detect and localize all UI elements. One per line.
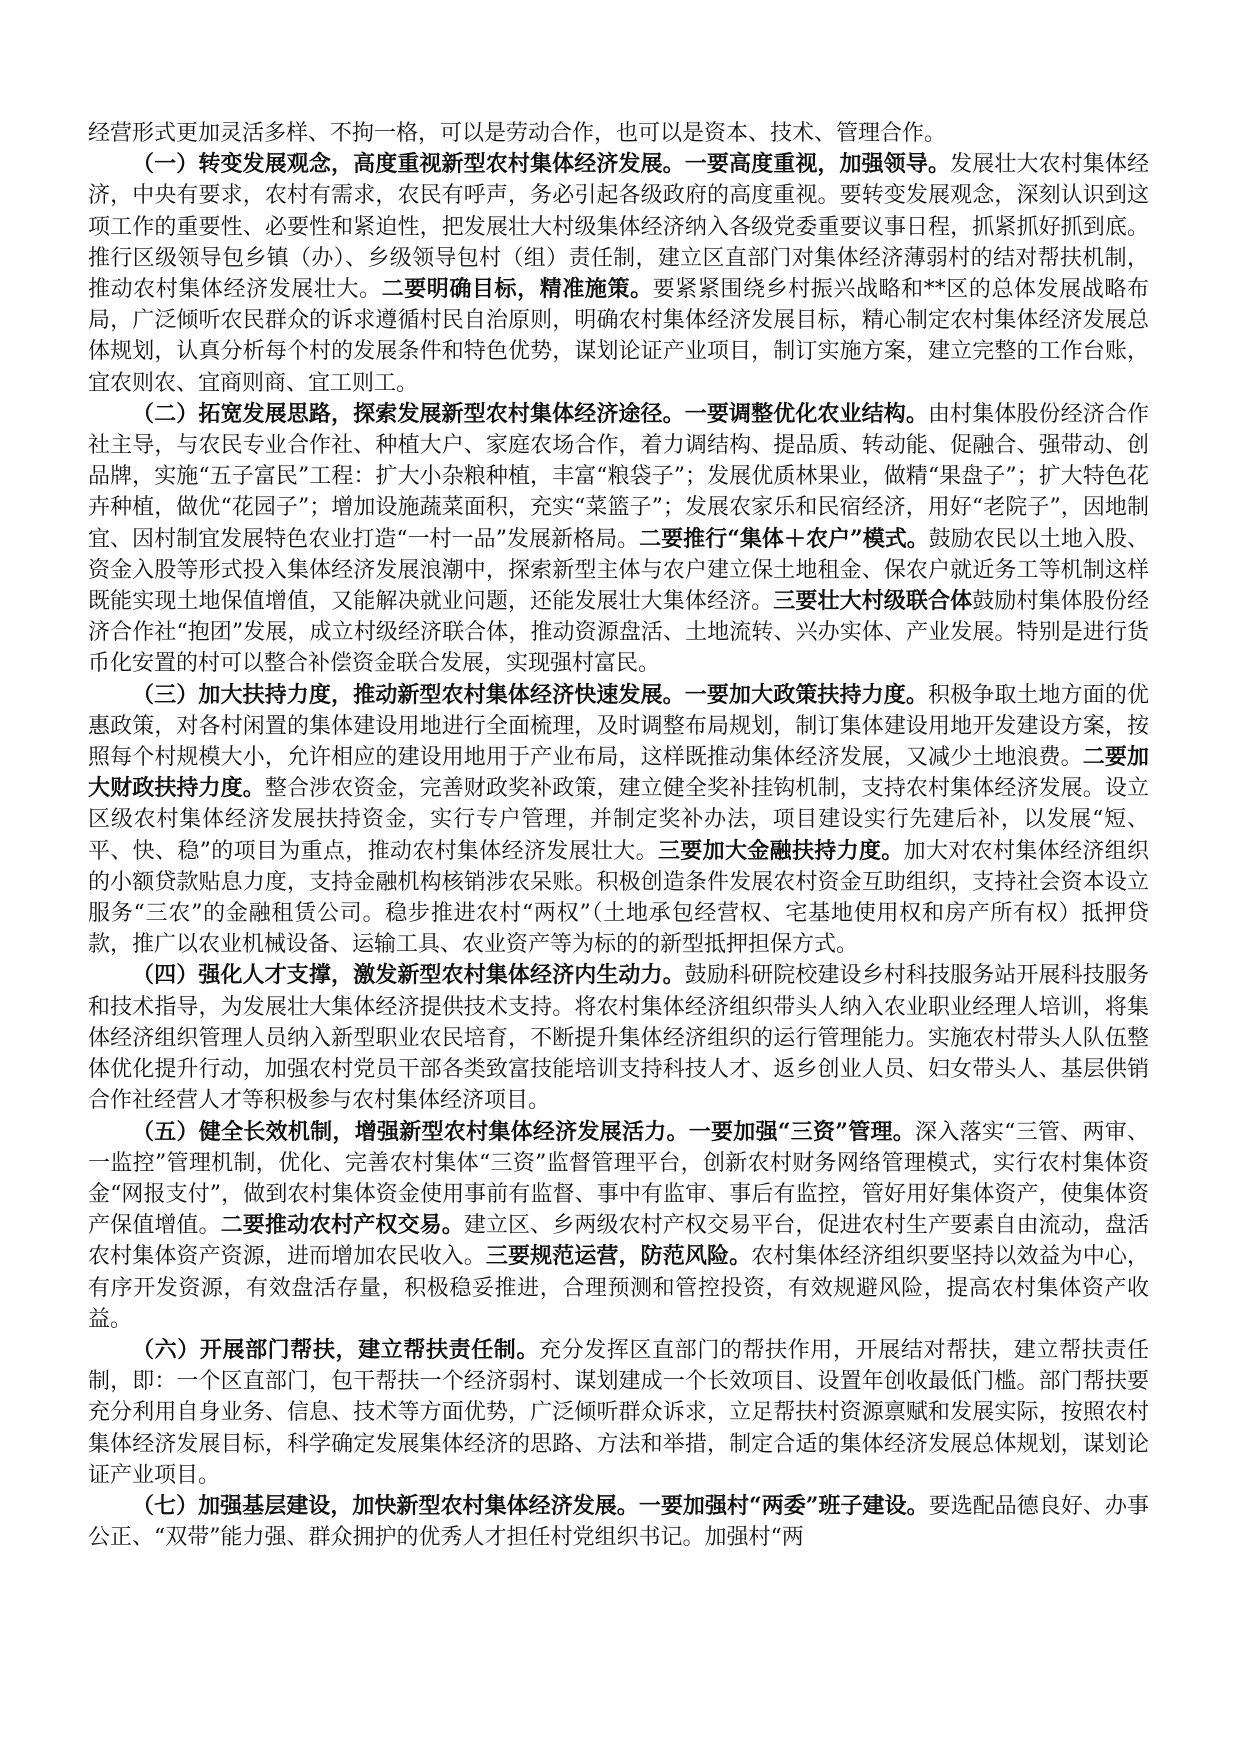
section-heading-3: （三）加大扶持力度，推动新型农村集体经济快速发展。一要加大政策扶持力度。	[132, 681, 928, 708]
section-heading-1: （一）转变发展观念，高度重视新型农村集体经济发展。一要高度重视，加强领导。	[132, 151, 951, 178]
point-heading: 二要明确目标，精准施策。	[381, 276, 653, 303]
paragraph-text: 积极争取土地方面的优惠政策，对各村闲置的集体建设用地进行全面梳理，及时调整布局规划，制订集体建设用地开发建设方案，按照每个村规模大小，允许相应的建设用地用于产业布局，这样既推动集体经济发展，又减少土地浪费。	[88, 682, 1149, 771]
section-heading-5: （五）健全长效机制，增强新型农村集体经济发展活力。一要加强“三资”管理。	[132, 1118, 916, 1145]
paragraph-text: 深入落实“三管、两审、一监控”管理机制，优化、完善农村集体“三资”监督管理平台，创新农村财务网络管理模式，实行农村集体资金“网报支付”，做到农村集体资金使用事前有监督、事中有监审、事后有监控，管好用好集体资产，使集体资产保值增值。	[88, 1119, 1149, 1239]
paragraph-text: 要选配品德良好、办事公正、“双带”能力强、群众拥护的优秀人才担任村党组织书记。加强村“两	[88, 1493, 1149, 1551]
paragraph-text: 发展壮大农村集体经济，中央有要求，农村有需求，农民有呼声，务必引起各级政府的高度重视。要转变发展观念，深刻认识到这项工作的重要性、必要性和紧迫性，把发展壮大村级集体经济纳入各级党委重要议事日程，抓紧抓好抓到底。推行区级领导包乡镇（办）、乡级领导包村（组）责任制，建立区直部门对集体经济薄弱村的结对帮扶机制，推动农村集体经济发展壮大。	[88, 152, 1149, 303]
section-heading-4: （四）强化人才支撑，激发新型农村集体经济内生动力。	[132, 962, 685, 989]
paragraph-7	[88, 1491, 1149, 1553]
paragraph-3	[88, 680, 1149, 961]
paragraph-text: 经营形式更加灵活多样、不拘一格，可以是劳动合作，也可以是资本、技术、管理合作。	[88, 121, 947, 146]
paragraph-text: 要紧紧围绕乡村振兴战略和**区的总体发展战略布局，广泛倾听农民群众的诉求遵循村民自治原则，明确农村集体经济发展目标，精心制定农村集体经济发展总体规划，认真分析每个村的发展条件和特色优势，谋划论证产业项目，制订实施方案，建立完整的工作台账，宜农则农、宜商则商、宜工则工。	[88, 277, 1149, 396]
point-heading: 二要推行“集体＋农户”模式。	[639, 525, 929, 552]
paragraph-text: 建立区、乡两级农村产权交易平台，促进农村生产要素自由流动，盘活农村集体资产资源，进而增加农民收入。	[88, 1213, 1149, 1270]
document-body	[88, 118, 1149, 1553]
paragraph-text: 整合涉农资金，完善财政奖补政策，建立健全奖补挂钩机制，支持农村集体经济发展。设立区级农村集体经济发展扶持资金，实行专户管理，并制定奖补办法，项目建设实行先建后补，以发展“短、平、快、稳”的项目为重点，推动农村集体经济发展壮大。	[88, 776, 1149, 864]
paragraph-5	[88, 1117, 1149, 1335]
paragraph-0	[88, 118, 1149, 149]
paragraph-text: 鼓励村集体股份经济合作社“抱团”发展，成立村级经济联合体，推动资源盘活、土地流转、兴办实体、产业发展。特别是进行货币化安置的村可以整合补偿资金联合发展，实现强村富民。	[88, 589, 1149, 677]
section-heading-6: （六）开展部门帮扶，建立帮扶责任制。	[132, 1336, 540, 1363]
paragraph-1	[88, 149, 1149, 399]
point-heading: 二要推动农村产权交易。	[220, 1212, 464, 1239]
paragraph-text: 鼓励科研院校建设乡村科技服务站开展科技服务和技术指导，为发展壮大集体经济提供技术支持。将农村集体经济组织带头人纳入农业职业经理人培训，将集体经济组织管理人员纳入新型职业农民培育，不断提升集体经济组织的运行管理能力。实施农村带头人队伍整体优化提升行动，加强农村党员干部各类致富技能培训支持科技人才、返乡创业人员、妇女带头人、基层供销合作社经营人才等积极参与农村集体经济项目。	[88, 963, 1149, 1114]
paragraph-text: 农村集体经济组织要坚持以效益为中心，有序开发资源，有效盘活存量，积极稳妥推进，合理预测和管控投资，有效规避风险，提高农村集体资产收益。	[88, 1244, 1149, 1332]
paragraph-4	[88, 960, 1149, 1116]
point-heading: 三要规范运营，防范风险。	[485, 1243, 752, 1270]
paragraph-text: 鼓励农民以土地入股、资金入股等形式投入集体经济发展浪潮中，探索新型主体与农户建立保土地租金、保农户就近务工等机制这样既能实现土地保值增值，又能解决就业问题，还能发展壮大集体经济。	[88, 526, 1149, 615]
section-heading-2: （二）拓宽发展思路，探索发展新型农村集体经济途径。一要调整优化农业结构。	[132, 400, 928, 427]
paragraph-text: 由村集体股份经济合作社主导，与农民专业合作社、种植大户、家庭农场合作，着力调结构、提品质、转动能、促融合、强带动、创品牌，实施“五子富民”工程：扩大小杂粮种植，丰富“粮袋子”；发展优质林果业，做精“果盘子”；扩大特色花卉种植，做优“花园子”；增加设施蔬菜面积，充实“菜篮子”；发展农家乐和民宿经济，用好“老院子”，因地制宜、因村制宜发展特色农业打造“一村一品”发展新格局。	[88, 401, 1149, 552]
paragraph-2	[88, 399, 1149, 680]
point-heading: 二要加大财政扶持力度。	[88, 744, 1149, 802]
section-heading-7: （七）加强基层建设，加快新型农村集体经济发展。一要加强村“两委”班子建设。	[132, 1492, 929, 1519]
paragraph-text: 加大对农村集体经济组织的小额贷款贴息力度，支持金融机构核销涉农呆账。积极创造条件发展农村资金互助组织，支持社会资本设立服务“三农”的金融租赁公司。稳步推进农村“两权”（土地承包经营权、宅基地使用权和房产所有权）抵押贷款，推广以农业机械设备、运输工具、农业资产等为标的的新型抵押担保方式。	[88, 838, 1149, 958]
paragraph-6	[88, 1335, 1149, 1491]
point-heading: 三要壮大村级联合体	[773, 588, 973, 615]
point-heading: 三要加大金融扶持力度。	[657, 837, 904, 864]
paragraph-text: 充分发挥区直部门的帮扶作用，开展结对帮扶，建立帮扶责任制，即：一个区直部门，包干帮扶一个经济弱村、谋划建成一个长效项目、设置年创收最低门槛。部门帮扶要充分利用自身业务、信息、技术等方面优势，广泛倾听群众诉求，立足帮扶村资源禀赋和发展实际，按照农村集体经济发展目标，科学确定发展集体经济的思路、方法和举措，制定合适的集体经济发展总体规划，谋划论证产业项目。	[88, 1337, 1149, 1488]
